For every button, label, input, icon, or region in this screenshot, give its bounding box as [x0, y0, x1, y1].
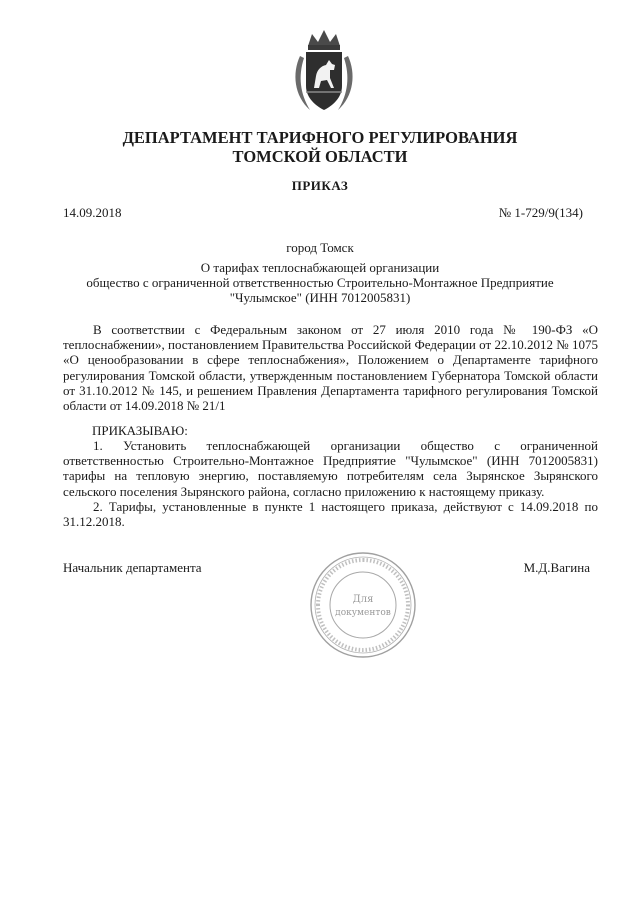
department-title-line1: ДЕПАРТАМЕНТ ТАРИФНОГО РЕГУЛИРОВАНИЯ	[122, 128, 518, 147]
order-date: 14.09.2018	[63, 205, 122, 220]
signatory-position: Начальник департамента	[63, 560, 202, 575]
signatory-name: М.Д.Вагина	[523, 560, 590, 575]
stamp-text-line2: документов	[335, 608, 391, 618]
order-title: ПРИКАЗ	[291, 178, 349, 193]
order-subject	[60, 260, 580, 305]
subject-line2: общество с ограниченной ответственностью Строительно-Монтажное Предприятие	[86, 275, 554, 290]
department-title-line2: ТОМСКОЙ ОБЛАСТИ	[232, 147, 408, 166]
order-item-1: 1. Установить теплоснабжающей организации общество с ограниченной ответственностью Строительно-Монтажное Предприятие "Чулымское" (ИНН 7012005831) тарифы на тепловую энергию, поставляемую потребителям села Зырянское Зырянского сельского поселения Зырянского района, согласно приложению к настоящему приказу.	[63, 438, 598, 499]
coat-of-arms-icon	[290, 28, 358, 116]
city: город Томск	[286, 240, 354, 255]
official-stamp-icon	[308, 550, 418, 660]
subject-line1: О тарифах теплоснабжающей организации	[200, 260, 440, 275]
stamp-text-line1: Для	[352, 594, 374, 605]
subject-line3: "Чулымское" (ИНН 7012005831)	[229, 290, 411, 305]
order-number: № 1-729/9(134)	[498, 205, 583, 220]
preamble-paragraph: В соответствии с Федеральным законом от 27 июля 2010 года № 190-ФЗ «О теплоснабжении», постановлением Правительства Российской Федерации от 22.10.2012 № 1075 «О ценообразовании в сфере теплоснабжения», Положением о Департаменте тарифного регулирования Томской области, утвержденным постановлением Губернатора Томской области от 31.10.2012 № 145, и решением Правления Департамента тарифного регулирования Томской области от 14.09.2018 № 21/1	[63, 322, 598, 414]
order-item-2: 2. Тарифы, установленные в пункте 1 настоящего приказа, действуют с 14.09.2018 по 31.12.2018.	[63, 499, 598, 530]
order-directive: ПРИКАЗЫВАЮ:	[92, 423, 188, 438]
